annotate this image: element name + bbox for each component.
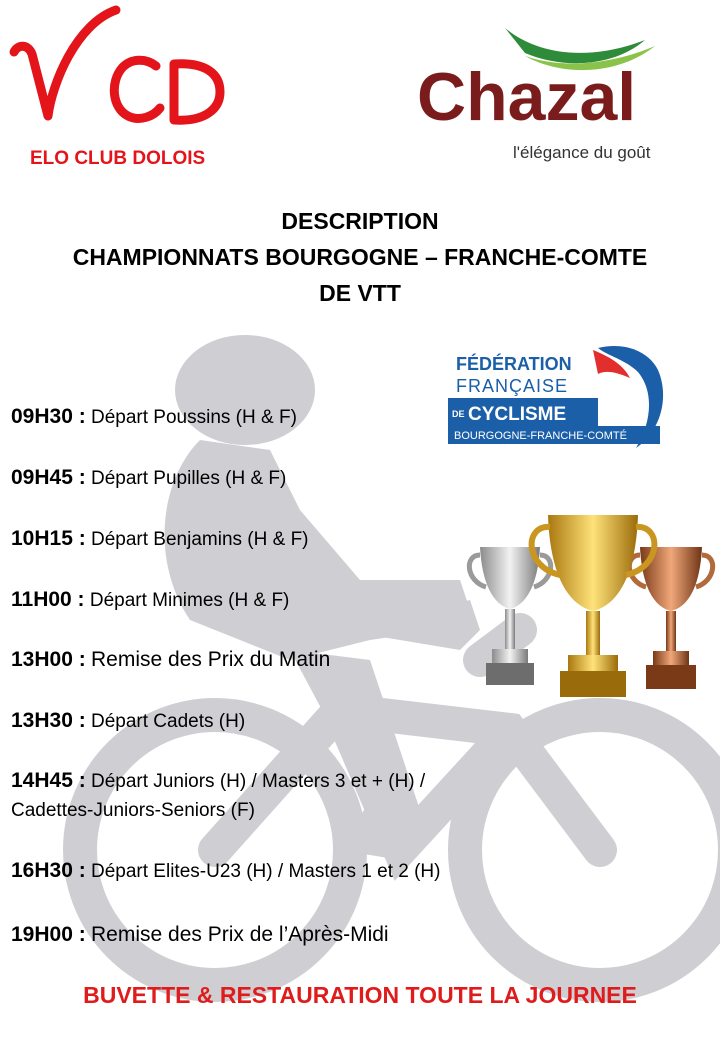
schedule-time: 19H00 :: [11, 923, 86, 946]
schedule-time: 09H30 :: [11, 405, 86, 428]
schedule-item: [11, 645, 330, 675]
title-line-1: DESCRIPTION: [281, 208, 439, 234]
schedule-label: Départ Benjamins (H & F): [91, 529, 309, 550]
chazal-logo: [415, 8, 705, 168]
schedule-time: 13H00 :: [11, 648, 86, 671]
ffc-logo: [448, 340, 673, 450]
schedule-item: [11, 920, 389, 950]
schedule-item: [11, 402, 297, 432]
schedule-item: [11, 524, 309, 554]
schedule-item: [11, 766, 425, 796]
schedule-label: Départ Juniors (H) / Masters 3 et + (H) /: [91, 771, 426, 792]
schedule-item: [11, 463, 286, 493]
schedule-time: 13H30 :: [11, 709, 86, 732]
schedule-time: 11H00 :: [11, 588, 85, 611]
vcd-logo: [6, 4, 231, 174]
ffc-de: DE: [452, 409, 465, 419]
schedule-label: Départ Pupilles (H & F): [91, 468, 287, 489]
schedule-item: [11, 585, 289, 615]
title-line-2: CHAMPIONNATS BOURGOGNE – FRANCHE-COMTE: [72, 244, 648, 270]
ffc-line1: FÉDÉRATION: [456, 354, 572, 374]
title-line-3: DE VTT: [319, 280, 401, 306]
chazal-tagline: l'élégance du goût: [513, 143, 651, 162]
schedule-time: 14H45 :: [11, 769, 86, 792]
ffc-line3: CYCLISME: [468, 404, 567, 425]
schedule-label: Remise des Prix de l’Après-Midi: [91, 923, 389, 946]
schedule-label: Départ Cadets (H): [91, 711, 246, 732]
schedule-label: Remise des Prix du Matin: [91, 648, 331, 671]
schedule-time: 16H30 :: [11, 859, 86, 882]
schedule-time: 10H15 :: [11, 527, 86, 550]
schedule-label-continued: Cadettes-Juniors-Seniors (F): [11, 800, 255, 821]
ffc-region: BOURGOGNE-FRANCHE-COMTÉ: [454, 430, 627, 442]
trophies-icon: [462, 505, 720, 700]
schedule-time: 09H45 :: [11, 466, 86, 489]
gold-trophy-icon: [532, 515, 655, 697]
silver-trophy-icon: [469, 547, 550, 685]
schedule-item: [11, 706, 245, 736]
schedule-item: [11, 856, 440, 886]
footer-banner: BUVETTE & RESTAURATION TOUTE LA JOURNEE: [83, 982, 637, 1008]
chazal-name: Chazal: [417, 59, 637, 135]
schedule-label: Départ Minimes (H & F): [89, 590, 290, 611]
vcd-caption: ELO CLUB DOLOIS: [30, 148, 206, 169]
schedule-label: Départ Elites-U23 (H) / Masters 1 et 2 (H): [91, 861, 441, 882]
schedule-label: Départ Poussins (H & F): [91, 407, 297, 428]
ffc-line2: FRANÇAISE: [456, 376, 569, 396]
page-title: [0, 203, 720, 311]
